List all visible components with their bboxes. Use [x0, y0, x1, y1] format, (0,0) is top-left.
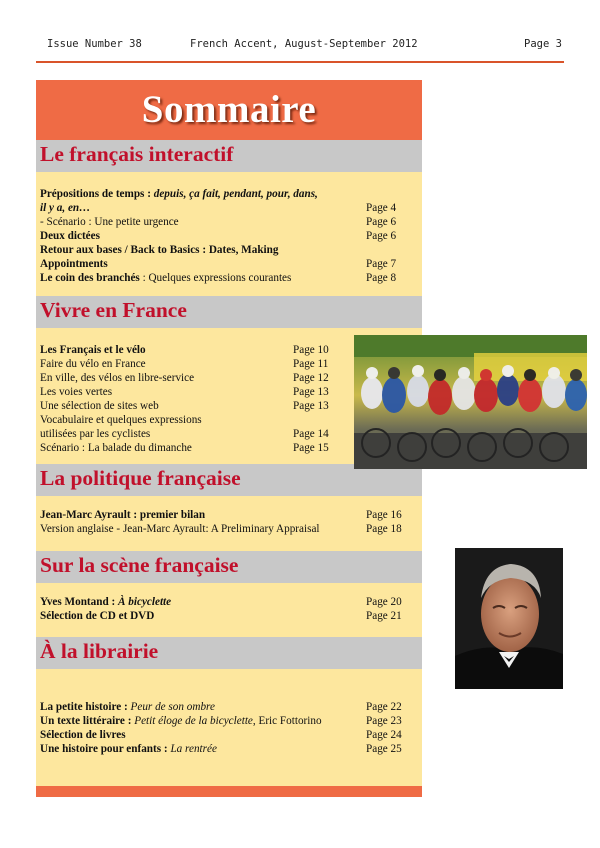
toc-page: Page 6 [366, 216, 397, 228]
toc-entry: En ville, des vélos en libre-service [40, 372, 195, 384]
toc-page: Page 21 [366, 610, 402, 622]
portrait-photo-svg [455, 548, 563, 689]
toc-page: Page 8 [366, 272, 397, 284]
toc-entry: Une histoire pour enfants : La rentrée [40, 743, 217, 755]
section-header-librairie [36, 637, 422, 669]
section-title: Sur la scène française [40, 553, 239, 577]
toc-entry: Prépositions de temps : depuis, ça fait, pendant, pour, dans, [40, 188, 318, 200]
bottom-band [36, 786, 422, 797]
toc-entry: Jean-Marc Ayrault : premier bilan [40, 509, 206, 521]
toc-entry: Le coin des branchés : Quelques expressions courantes [40, 272, 292, 284]
section-header-interactif [36, 140, 422, 172]
toc-entry: Deux dictées [40, 230, 100, 242]
section-body-politique [36, 496, 422, 551]
toc-page: Page 11 [293, 358, 329, 370]
issue-number: Issue Number 38 [47, 38, 142, 50]
toc-page: Page 16 [366, 509, 402, 521]
toc-entry: La petite histoire : Peur de son ombre [40, 701, 215, 713]
page-title: Sommaire [141, 88, 317, 131]
section-title: Vivre en France [40, 298, 187, 322]
toc-page: Page 20 [366, 596, 402, 608]
section-title: La politique française [40, 466, 241, 490]
portrait-photo [455, 548, 563, 689]
section-header-scene [36, 551, 422, 583]
toc-page: Page 13 [293, 386, 329, 398]
toc-entry: Les Français et le vélo [40, 344, 146, 356]
toc-page: Page 24 [366, 729, 402, 741]
section-body-interactif [36, 172, 422, 296]
toc-entry: Un texte littéraire : Petit éloge de la bicyclette, Eric Fottorino [40, 715, 322, 727]
toc-entry: Faire du vélo en France [40, 358, 146, 370]
cyclists-photo [354, 335, 587, 469]
publication-title: French Accent, August-September 2012 [190, 38, 418, 50]
page-number: Page 3 [524, 38, 562, 50]
toc-entry: Retour aux bases / Back to Basics : Dates, Making [40, 244, 279, 256]
section-header-vivre [36, 296, 422, 328]
section-body-scene [36, 583, 422, 637]
toc-page: Page 13 [293, 400, 329, 412]
header-rule [36, 61, 564, 63]
toc-entry: Scénario : La balade du dimanche [40, 442, 192, 454]
toc-entry: Une sélection de sites web [40, 400, 159, 412]
toc-page: Page 7 [366, 258, 397, 270]
toc-entry: Sélection de CD et DVD [40, 610, 155, 622]
title-band [36, 80, 422, 140]
toc-entry: Vocabulaire et quelques expressions [40, 414, 202, 426]
toc-page: Page 23 [366, 715, 402, 727]
section-title: À la librairie [40, 639, 159, 663]
toc-entry: il y a, en… [40, 202, 91, 214]
toc-page: Page 4 [366, 202, 397, 214]
toc-page: Page 15 [293, 442, 329, 454]
toc-page: Page 10 [293, 344, 329, 356]
toc-entry: Version anglaise - Jean-Marc Ayrault: A Preliminary Appraisal [40, 523, 320, 535]
toc-entry: utilisées par les cyclistes [40, 428, 151, 440]
toc-page: Page 22 [366, 701, 402, 713]
toc-page: Page 12 [293, 372, 329, 384]
section-title: Le français interactif [40, 142, 234, 166]
toc-page: Page 6 [366, 230, 397, 242]
section-body-librairie [36, 669, 422, 786]
toc-page: Page 14 [293, 428, 329, 440]
toc-entry: Les voies vertes [40, 386, 113, 398]
toc-entry: Sélection de livres [40, 729, 126, 741]
toc-entry: Appointments [40, 258, 108, 270]
toc-page: Page 18 [366, 523, 402, 535]
cyclists-photo-svg [354, 335, 587, 469]
toc-entry: Yves Montand : À bicyclette [40, 596, 172, 608]
page-header [0, 38, 600, 54]
toc-entry: - Scénario : Une petite urgence [40, 216, 179, 228]
toc-page: Page 25 [366, 743, 402, 755]
